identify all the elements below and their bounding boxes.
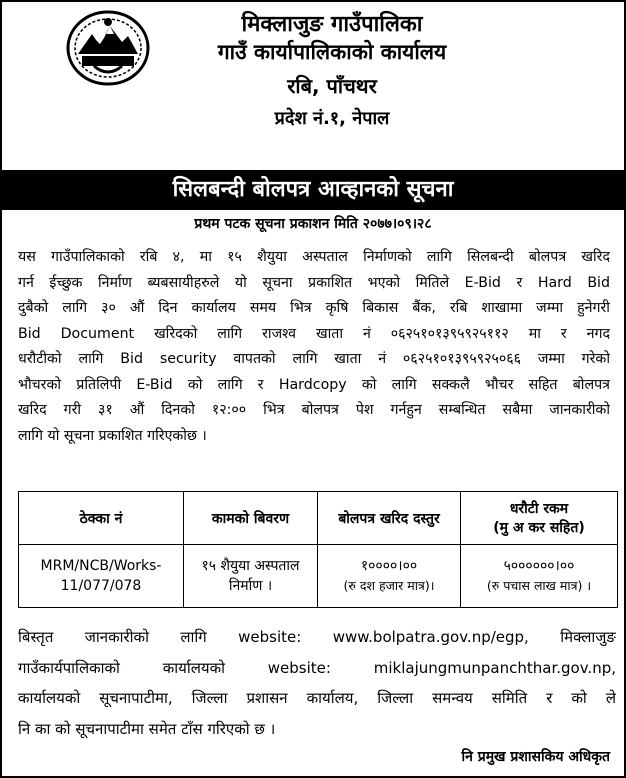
nepal-emblem-logo bbox=[64, 8, 152, 86]
body-line: यस गाउँपालिकाको रबि ४, मा १५ शैयुया अस्पताल निर्माणको लागि सिलबन्दी बोलपत्र खरिद bbox=[18, 249, 610, 265]
header-deposit-note: (मु अ कर सहित) bbox=[493, 520, 585, 536]
body-line: लागि यो सूचना प्रकाशित गरिएकोछ । bbox=[18, 427, 207, 444]
cell-bid-fee bbox=[318, 545, 461, 608]
header-deposit bbox=[461, 492, 618, 545]
municipality-name: मिक्लाजुङ गाउँपालिका bbox=[241, 12, 423, 37]
body-line: धरौटीको लागि Bid security वापतको लागि खाता नं ०६२५१०१३९५९२५०६६ जम्मा गरेको bbox=[18, 351, 610, 367]
cell-deposit bbox=[461, 545, 618, 608]
province-line: प्रदेश नं.१, नेपाल bbox=[274, 108, 390, 129]
body-line: गर्न ईच्छुक निर्माण ब्यबसायीहरुले यो सूचना प्रकाशित भएको मितिले E-Bid र Hard Bid bbox=[18, 274, 610, 291]
bid-fee-amount: १००००।०० bbox=[360, 558, 418, 574]
footer-line: गाउँकार्यपालिकाको कार्यालयको website: miklajungmunpanchthar.gov.np, bbox=[18, 658, 616, 677]
office-name: गाउँ कार्यापालिकाको कार्यालय bbox=[217, 40, 447, 64]
body-line: खरिद गरी ३१ औं दिनको १२:०० भित्र बोलपत्र पेश गर्नहुन सम्बन्धित सबैमा जानकारीको bbox=[18, 402, 610, 418]
body-line: भौचरको प्रतिलिपी E-Bid को लागि र Hardcopy को लागि सक्कलै भौचर सहित बोलपत्र bbox=[18, 376, 610, 393]
cell-description-line: १५ शैयुया अस्पताल bbox=[201, 558, 300, 574]
header-contract-no: ठेक्का नं bbox=[19, 492, 184, 545]
table-row bbox=[19, 545, 618, 608]
bid-fee-words: (रु दश हजार मात्र)। bbox=[343, 578, 435, 593]
header-deposit-label: धरौटी रकम bbox=[509, 501, 569, 517]
header-description: कामको बिवरण bbox=[184, 492, 318, 545]
cell-description bbox=[184, 545, 318, 608]
notice-title-banner: सिलबन्दी बोलपत्र आव्हानको सूचना bbox=[2, 170, 624, 210]
footer-line: नि का को सूचनापाटीमा समेत टाँस गरिएको छ । bbox=[18, 719, 276, 738]
publication-date: प्रथम पटक सूचना प्रकाशन मिति २०७७।०९।२८ bbox=[194, 216, 432, 232]
cell-description-line: निर्माण । bbox=[228, 578, 273, 594]
footer-line: कार्यालयको सूचनापाटीमा, जिल्ला प्रशासन कार्यालय, जिल्ला समन्वय समिति र को ले bbox=[18, 689, 616, 707]
deposit-words: (रु पचास लाख मात्र) । bbox=[486, 578, 592, 593]
footer-info bbox=[18, 622, 616, 744]
table-header-row bbox=[19, 492, 618, 545]
body-line: दुबैको लागि ३० औं दिन कार्यालय समय भित्र कृषि बिकास बैंक, रबि शाखामा जम्मा हुनेगरी bbox=[18, 300, 610, 316]
notice-body bbox=[18, 245, 610, 449]
tender-table bbox=[18, 491, 618, 608]
deposit-amount: ५००००००।०० bbox=[503, 558, 575, 574]
office-location: रबि, पाँचथर bbox=[287, 74, 377, 98]
header-bid-fee: बोलपत्र खरिद दस्तुर bbox=[318, 492, 461, 545]
body-line: Bid Document खरिदको लागि राजश्व खाता नं ०६२५१०१३९५९२५११२ मा र नगद bbox=[18, 325, 610, 342]
footer-line: बिस्तृत जानकारीको लागि website: www.bolpatra.gov.np/egp, मिक्लाजुङ bbox=[18, 628, 616, 646]
cell-contract-no: MRM/NCB/Works-11/077/078 bbox=[19, 545, 184, 608]
signatory: नि प्रमुख प्रशासकिय अधिकृत bbox=[461, 749, 610, 765]
